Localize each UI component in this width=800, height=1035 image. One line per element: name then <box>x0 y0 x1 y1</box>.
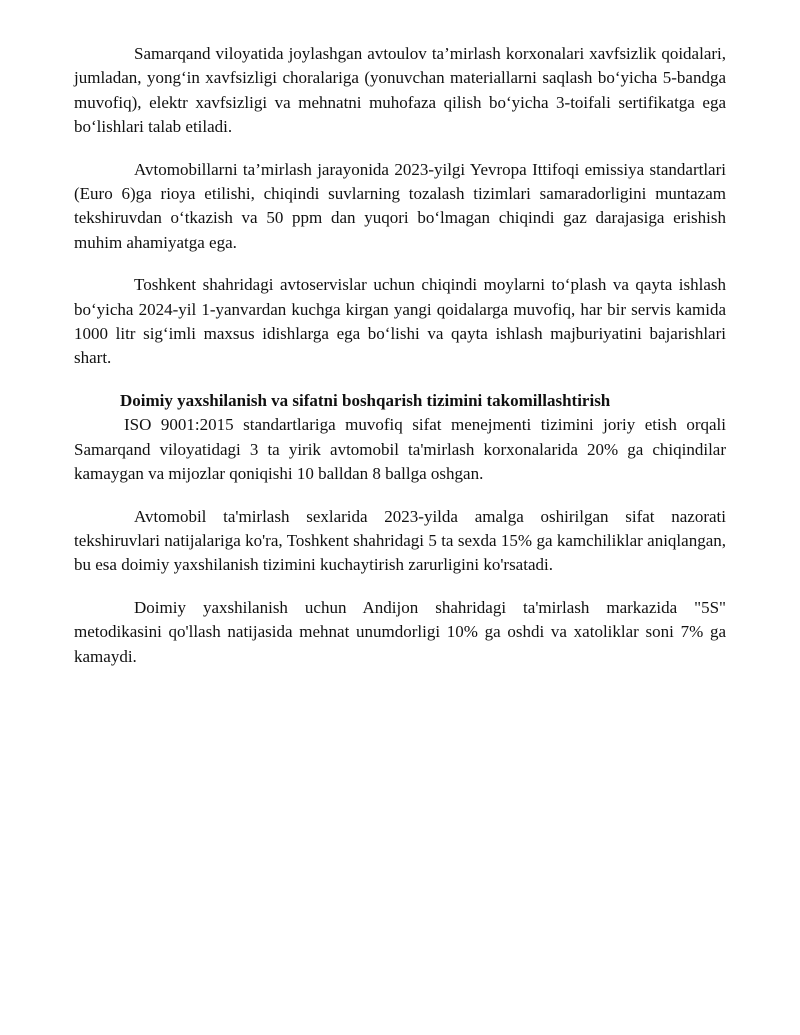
paragraph-5s-method: Doimiy yaxshilanish uchun Andijon shahridagi ta'mirlash markazida "5S" metodikasini qo'llash natijasida mehnat unumdorligi 10% ga oshdi va xatoliklar soni 7% ga kamaydi. <box>74 597 726 666</box>
document-page <box>74 42 726 669</box>
paragraph-waste-oil-rules: Toshkent shahridagi avtoservislar uchun chiqindi moylarni to‘plash va qayta ishlash bo‘yicha 2024-yil 1-yanvardan kuchga kirgan yangi qoidalarga muvofiq, har bir servis kamida 1000 litr sig‘imli maxsus idishlarga ega bo‘lishi va qayta ishlash majburiyatini bajarishlari shart. <box>74 275 726 368</box>
section-heading: Doimiy yaxshilanish va sifatni boshqarish tizimini takomillashtirish <box>120 390 611 410</box>
paragraph-safety-requirements: Samarqand viloyatida joylashgan avtoulov ta’mirlash korxonalari xavfsizlik qoidalari, jumladan, yong‘in xavfsizligi choralariga (yonuvchan materiallarni saqlash bo‘yicha 5-bandga muvofiq), elektr xavfsizligi va mehnatni muhofaza qilish bo‘yicha 3-toifali sertifikatga ega bo‘lishlari talab etiladi. <box>74 44 726 137</box>
paragraph-emission-standards: Avtomobillarni ta’mirlash jarayonida 2023-yilgi Yevropa Ittifoqi emissiya standartlari (Euro 6)ga rioya etilishi, chiqindi suvlarning tozalash tizimlari samaradorligini muntazam tekshiruvdan o‘tkazish va 50 ppm dan yuqori bo‘lmagan chiqindi gaz darajasiga erishish muhim ahamiyatga ega. <box>74 159 726 252</box>
paragraph-iso-quality: ISO 9001:2015 standartlariga muvofiq sifat menejmenti tizimini joriy etish orqali Samarqand viloyatidagi 3 ta yirik avtomobil ta'mirlash korxonalarida 20% ga chiqindilar kamaygan va mijozlar qoniqishi 10 balldan 8 ballga oshgan. <box>74 415 726 484</box>
paragraph-quality-inspections: Avtomobil ta'mirlash sexlarida 2023-yilda amalga oshirilgan sifat nazorati tekshiruvlari natijalariga ko'ra, Toshkent shahridagi 5 ta sexda 15% ga kamchiliklar aniqlangan, bu esa doimiy yaxshilanish tizimini kuchaytirish zarurligini ko'rsatadi. <box>74 506 726 575</box>
